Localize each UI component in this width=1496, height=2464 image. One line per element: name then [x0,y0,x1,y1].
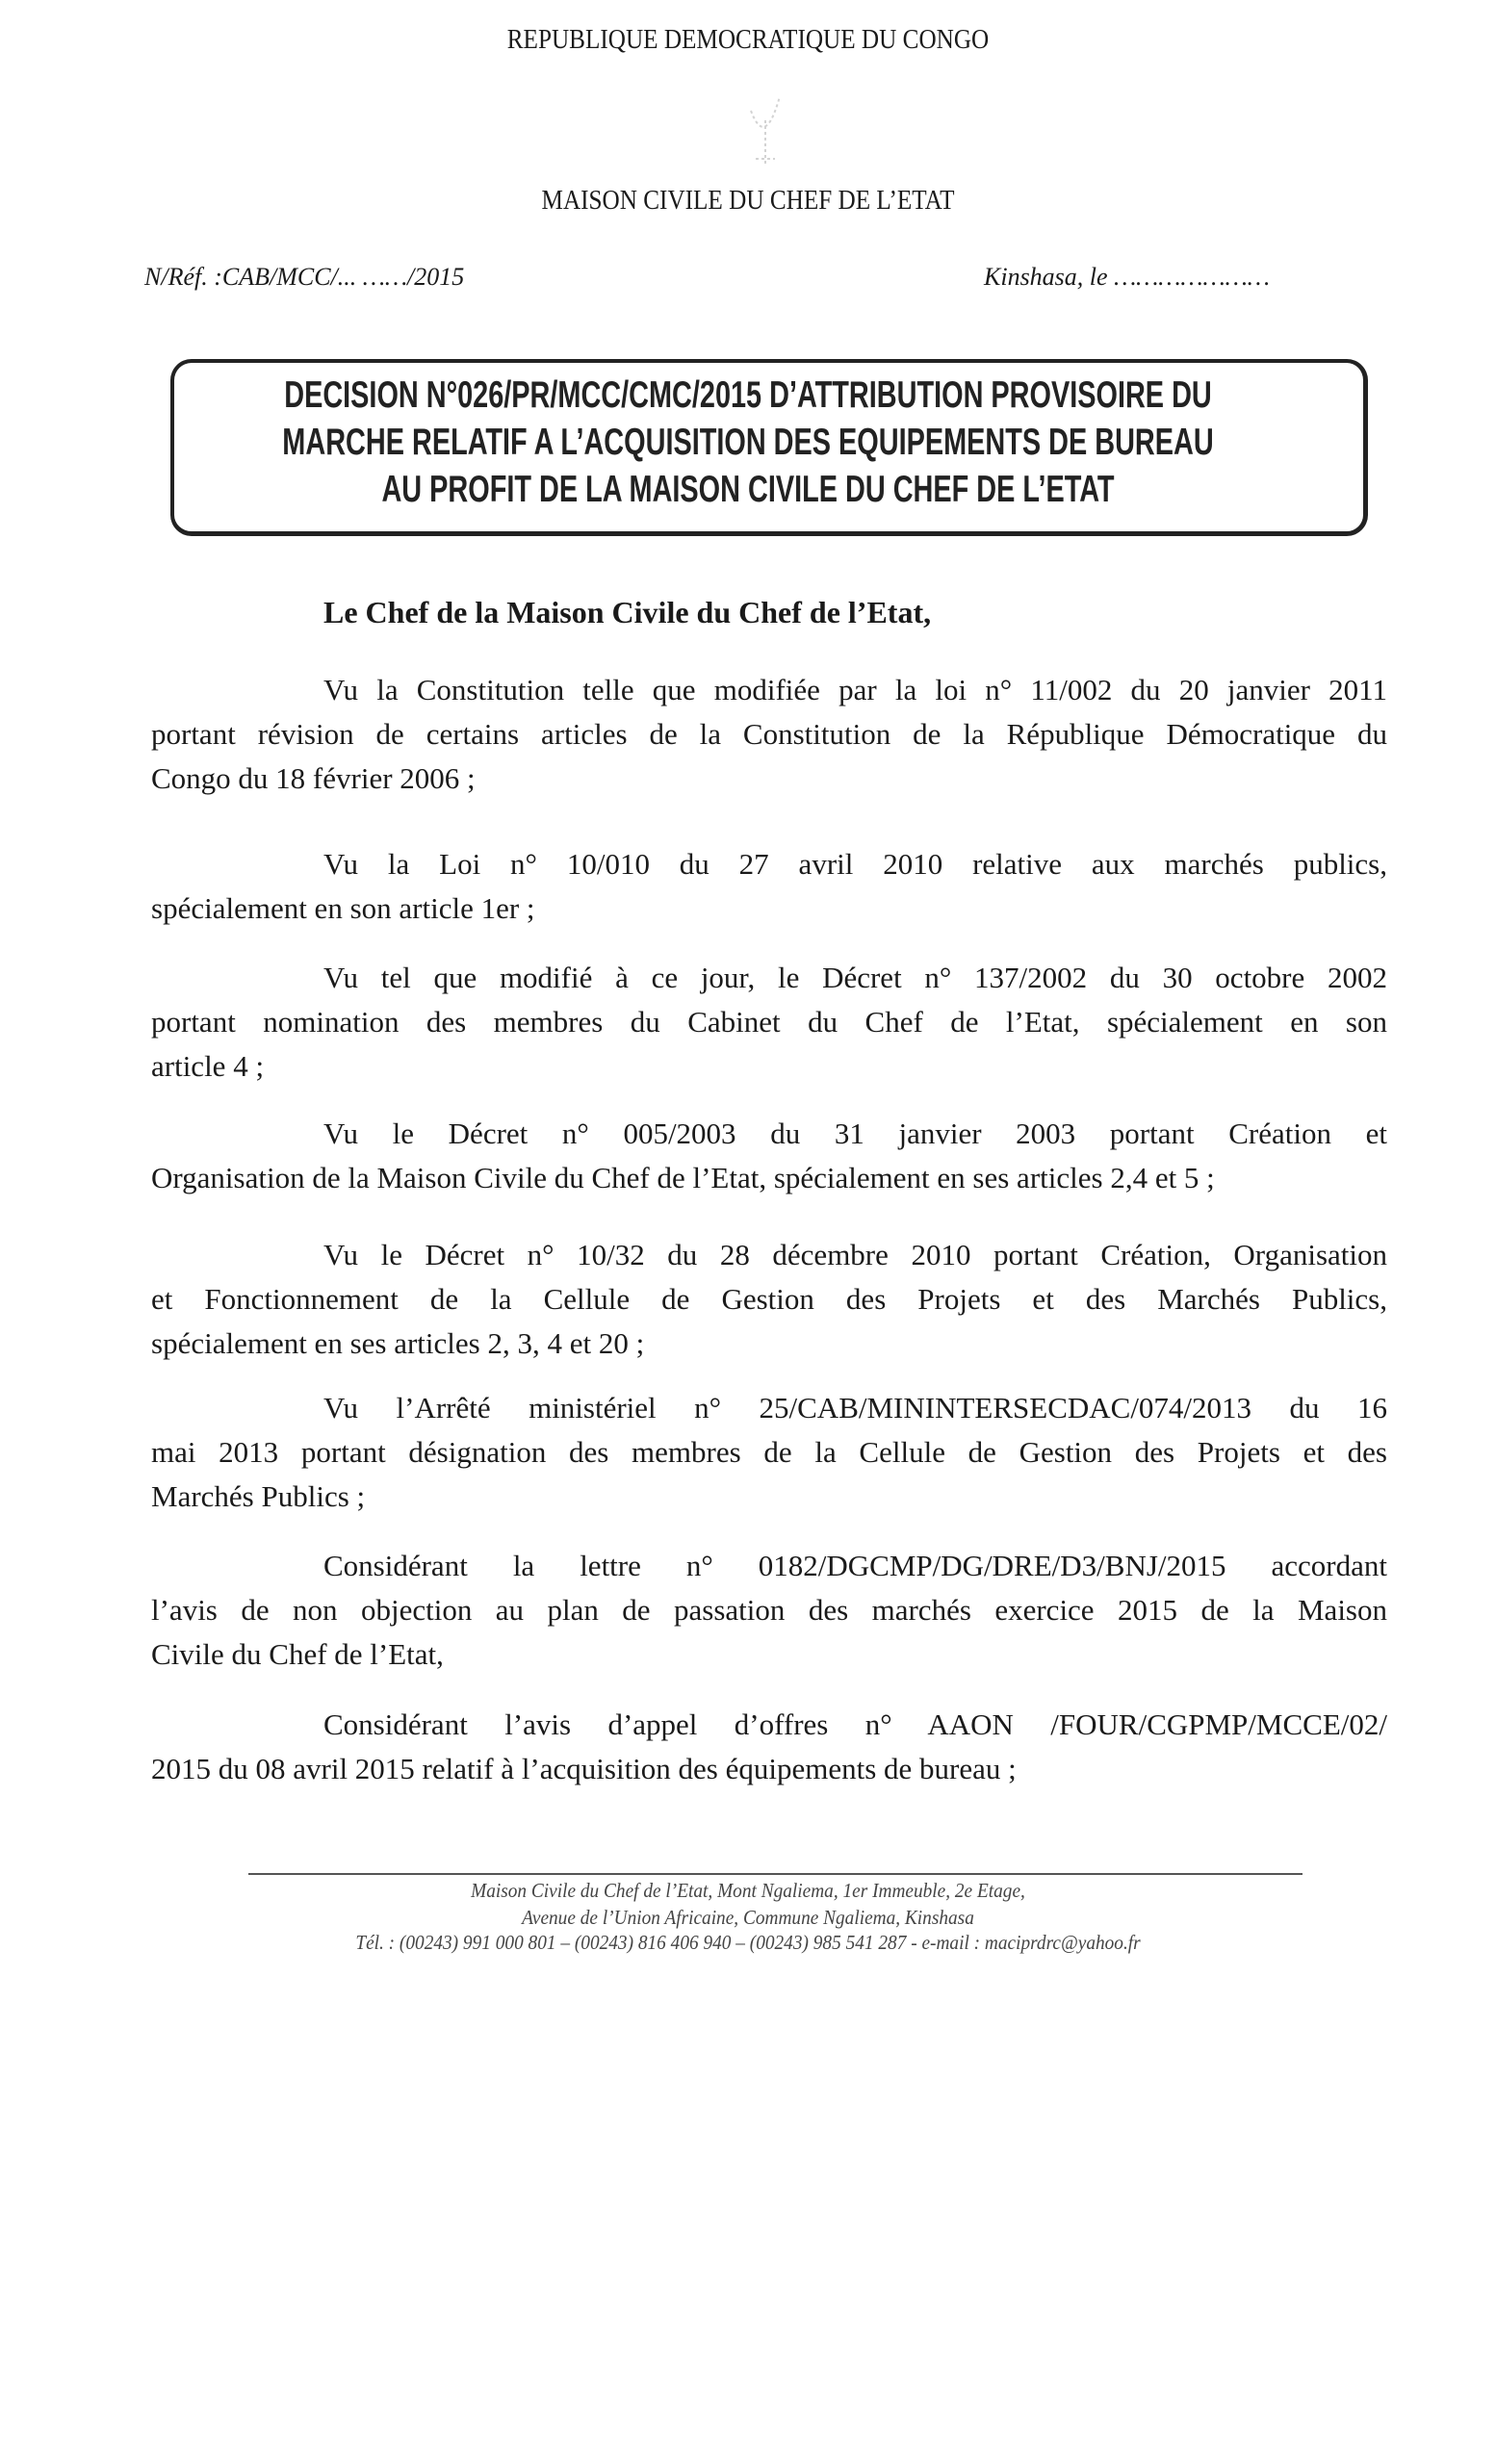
title-line: MARCHE RELATIF A L’ACQUISITION DES EQUIPEMENTS DE BUREAU [282,422,1214,463]
paragraph-line: Organisation de la Maison Civile du Chef de l’Etat, spécialement en ses articles 2,4 et 5 ; [151,1161,1215,1194]
paragraph-line: portant révision de certains articles de la Constitution de la République Démocratique du [151,717,1387,751]
title-line: AU PROFIT DE LA MAISON CIVILE DU CHEF DE L’ETAT [381,469,1115,510]
paragraph-line: Vu le Décret n° 005/2003 du 31 janvier 2003 portant Création et [323,1116,1387,1150]
paragraph-line: l’avis de non objection au plan de passation des marchés exercice 2015 de la Maison [151,1593,1387,1627]
footer-divider [248,1873,1303,1875]
decision-title [194,372,1302,513]
paragraph-line: 2015 du 08 avril 2015 relatif à l’acquisition des équipements de bureau ; [151,1752,1017,1785]
paragraph-line: spécialement en son article 1er ; [151,891,535,925]
considerant-paragraph [151,1386,1387,1519]
paragraph-line: Civile du Chef de l’Etat, [151,1637,444,1671]
paragraph-line: Vu tel que modifié à ce jour, le Décret n° 137/2002 du 30 octobre 2002 [323,961,1387,994]
considerant-paragraph [151,956,1387,1089]
place-date: Kinshasa, le ………………… [984,263,1270,291]
paragraph-line: portant nomination des membres du Cabinet du Chef de l’Etat, spécialement en son [151,1005,1387,1039]
considerant-paragraph [151,842,1387,931]
paragraph-line: et Fonctionnement de la Cellule de Gestion des Projets et des Marchés Publics, [151,1282,1387,1316]
footer-address: Maison Civile du Chef de l’Etat, Mont Ngaliema, 1er Immeuble, 2e Etage, [471,1879,1025,1902]
paragraph-line: Vu la Loi n° 10/010 du 27 avril 2010 relative aux marchés publics, [323,847,1387,881]
emblem-icon [741,91,789,168]
intro-heading: Le Chef de la Maison Civile du Chef de l’Etat, [323,595,932,629]
considerant-paragraph [151,668,1387,801]
considerant-paragraph [151,1233,1387,1366]
considerant-paragraph [151,1703,1387,1791]
footer-contact: Tél. : (00243) 991 000 801 – (00243) 816 406 940 – (00243) 985 541 287 - e-mail : maciprdrc@yahoo.fr [355,1931,1141,1954]
paragraph-line: mai 2013 portant désignation des membres de la Cellule de Gestion des Projets et des [151,1435,1387,1469]
institution-heading: MAISON CIVILE DU CHEF DE L’ETAT [541,186,955,216]
considerant-paragraph [151,1112,1387,1200]
paragraph-line: Vu la Constitution telle que modifiée par la loi n° 11/002 du 20 janvier 2011 [323,673,1387,706]
paragraph-line: article 4 ; [151,1049,265,1083]
paragraph-line: Marchés Publics ; [151,1479,366,1513]
paragraph-line: Considérant l’avis d’appel d’offres n° AAON /FOUR/CGPMP/MCCE/02/ [323,1707,1387,1741]
considerant-paragraph [151,1544,1387,1677]
paragraph-line: Vu le Décret n° 10/32 du 28 décembre 2010 portant Création, Organisation [323,1238,1387,1271]
paragraph-line: Congo du 18 février 2006 ; [151,761,476,795]
paragraph-line: Considérant la lettre n° 0182/DGCMP/DG/DRE/D3/BNJ/2015 accordant [323,1549,1387,1582]
reference-number: N/Réf. :CAB/MCC/... ……/2015 [144,263,465,291]
paragraph-line: spécialement en ses articles 2, 3, 4 et 20 ; [151,1326,645,1360]
country-heading: REPUBLIQUE DEMOCRATIQUE DU CONGO [506,25,990,55]
paragraph-line: Vu l’Arrêté ministériel n° 25/CAB/MININTERSECDAC/074/2013 du 16 [323,1391,1387,1424]
title-line: DECISION N°026/PR/MCC/CMC/2015 D’ATTRIBUTION PROVISOIRE DU [284,374,1212,416]
footer-street: Avenue de l’Union Africaine, Commune Ngaliema, Kinshasa [522,1906,974,1929]
